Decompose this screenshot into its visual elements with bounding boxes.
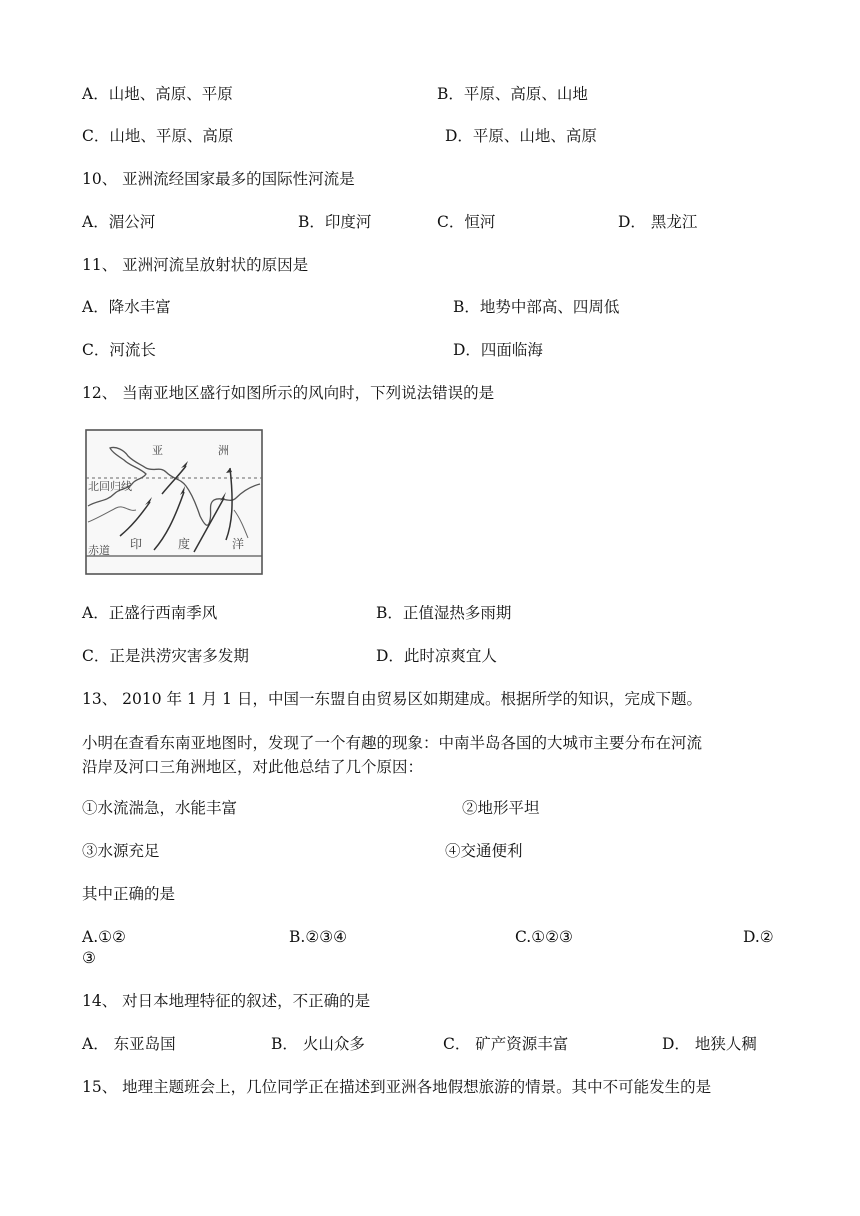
q12-option-b: B．正值湿热多雨期	[376, 604, 512, 622]
map-label-equator: 赤道	[88, 544, 110, 557]
q10-option-c: C．恒河	[437, 213, 496, 231]
map-label-yang: 洋	[232, 537, 245, 551]
q12-stem: 12、 当南亚地区盛行如图所示的风向时，下列说法错误的是	[82, 384, 495, 402]
q12-option-a: A．正盛行西南季风	[82, 604, 218, 622]
q15-stem: 15、 地理主题班会上，几位同学正在描述到亚洲各地假想旅游的情景。其中不可能发生的是	[82, 1078, 712, 1096]
q13-reason-2: ②地形平坦	[462, 799, 540, 817]
q14-option-d: D． 地狭人稠	[662, 1035, 757, 1053]
q11-option-d: D．四面临海	[453, 341, 543, 359]
map-label-du: 度	[178, 537, 191, 551]
q10-option-b: B．印度河	[298, 213, 372, 231]
q10-option-d: D． 黑龙江	[618, 213, 698, 231]
q13-option-d: D.②	[743, 928, 774, 946]
q9-option-c: C．山地、平原、高原	[82, 127, 234, 145]
q13-stem: 13、 2010 年 1 月 1 日，中国一东盟自由贸易区如期建成。根据所学的知识，完成下题。	[82, 690, 702, 708]
q10-option-a: A．湄公河	[82, 213, 156, 231]
q11-stem: 11、 亚洲河流呈放射状的原因是	[82, 256, 309, 274]
q13-option-a: A.①②	[82, 928, 126, 946]
q13-option-c: C.①②③	[515, 928, 573, 946]
q13-passage-line-2: 沿岸及河口三角洲地区，对此他总结了几个原因：	[82, 758, 424, 776]
q11-option-c: C．河流长	[82, 341, 156, 359]
south-asia-monsoon-map	[84, 428, 266, 578]
q10-stem: 10、 亚洲流经国家最多的国际性河流是	[82, 170, 355, 188]
map-label-yin: 印	[130, 537, 143, 551]
map-label-ya: 亚	[152, 444, 163, 457]
q13-reason-3: ③水源充足	[82, 842, 160, 860]
q13-reason-1: ①水流湍急，水能丰富	[82, 799, 238, 817]
q13-option-d-continued: ③	[82, 949, 96, 967]
q14-option-c: C． 矿产资源丰富	[443, 1035, 569, 1053]
q13-passage-line-1: 小明在查看东南亚地图时，发现了一个有趣的现象：中南半岛各国的大城市主要分布在河流	[82, 734, 703, 752]
q11-option-b: B．地势中部高、四周低	[453, 298, 620, 316]
q14-stem: 14、 对日本地理特征的叙述，不正确的是	[82, 992, 371, 1010]
q13-reason-4: ④交通便利	[445, 842, 523, 860]
q12-option-c: C．正是洪涝灾害多发期	[82, 647, 249, 665]
q14-option-a: A． 东亚岛国	[82, 1035, 176, 1053]
q12-option-d: D．此时凉爽宜人	[376, 647, 497, 665]
q13-question: 其中正确的是	[82, 885, 176, 903]
q9-option-b: B．平原、高原、山地	[437, 85, 588, 103]
q11-option-a: A．降水丰富	[82, 298, 171, 316]
map-label-tropic: 北回归线	[88, 480, 132, 493]
q9-option-a: A．山地、高原、平原	[82, 85, 233, 103]
q9-option-d: D．平原、山地、高原	[445, 127, 597, 145]
q13-option-b: B.②③④	[289, 928, 348, 946]
q14-option-b: B． 火山众多	[271, 1035, 365, 1053]
map-label-zhou: 洲	[218, 444, 229, 457]
